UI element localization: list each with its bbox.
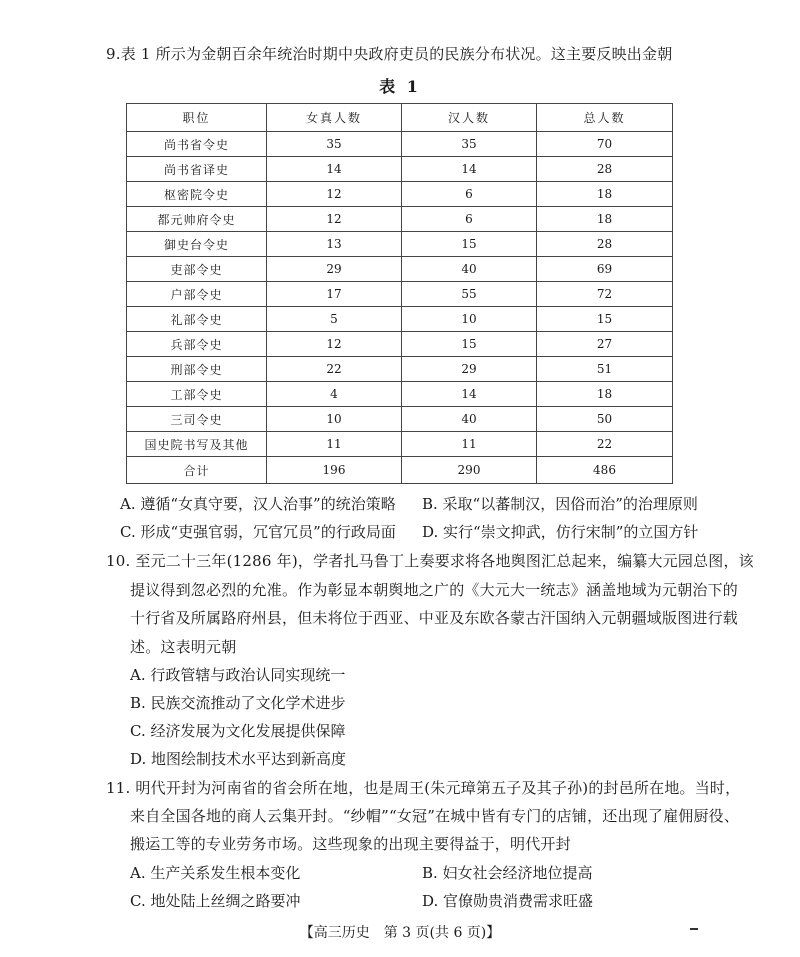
q9-option-a: A. 遵循“女真守要，汉人治事”的统治策略	[120, 495, 396, 513]
han-count: 6	[402, 182, 537, 207]
han-count: 10	[402, 307, 537, 332]
table-row	[127, 157, 673, 182]
han-count: 11	[402, 432, 537, 457]
table-row	[127, 357, 673, 382]
total-count: 70	[537, 132, 673, 157]
han-count: 6	[402, 207, 537, 232]
total-count: 50	[537, 407, 673, 432]
q11-line-1: 11. 明代开封为河南省的省会所在地，也是周王(朱元璋第五子及其子孙)的封邑所在地。当时，	[106, 779, 741, 797]
total-count: 22	[537, 432, 673, 457]
q10-line-3: 十行省及所属路府州县，但未将位于西亚、中亚及东欧各蒙古汗国纳入元朝疆域版图进行载	[130, 609, 739, 627]
table-row	[127, 332, 673, 357]
header-cell-han: 汉人数	[402, 104, 537, 132]
total-count: 28	[537, 157, 673, 182]
q9-option-c: C. 形成“吏强官弱，冗官冗员”的行政局面	[120, 523, 396, 541]
total-all: 486	[537, 457, 673, 484]
position-cell: 兵部令史	[127, 332, 267, 357]
table-row	[127, 282, 673, 307]
han-count: 15	[402, 332, 537, 357]
q10-option-d: D. 地图绘制技术水平达到新高度	[130, 750, 347, 768]
han-count: 40	[402, 407, 537, 432]
table-total-row	[127, 457, 673, 484]
header-cell-position: 职位	[127, 104, 267, 132]
han-count: 29	[402, 357, 537, 382]
jurchen-count: 22	[267, 357, 402, 382]
han-count: 35	[402, 132, 537, 157]
table-row	[127, 232, 673, 257]
position-cell: 国史院书写及其他	[127, 432, 267, 457]
table-row	[127, 407, 673, 432]
jurchen-count: 5	[267, 307, 402, 332]
header-cell-total: 总人数	[537, 104, 673, 132]
q10-line-4: 述。这表明元朝	[130, 638, 237, 656]
q10-line-2: 提议得到忽必烈的允准。作为彰显本朝舆地之广的《大元大一统志》涵盖地域为元朝治下的	[130, 581, 739, 599]
total-han: 290	[402, 457, 537, 484]
position-cell: 礼部令史	[127, 307, 267, 332]
header-cell-jurchen: 女真人数	[267, 104, 402, 132]
jurchen-count: 14	[267, 157, 402, 182]
total-count: 18	[537, 182, 673, 207]
page-mark	[690, 928, 698, 930]
q11-option-b: B. 妇女社会经济地位提高	[422, 864, 593, 882]
position-cell: 枢密院令史	[127, 182, 267, 207]
jurchen-count: 29	[267, 257, 402, 282]
position-cell: 尚书省译史	[127, 157, 267, 182]
han-count: 55	[402, 282, 537, 307]
jurchen-count: 11	[267, 432, 402, 457]
table-row	[127, 382, 673, 407]
jurchen-count: 12	[267, 207, 402, 232]
total-count: 15	[537, 307, 673, 332]
total-label: 合计	[127, 457, 267, 484]
position-cell: 工部令史	[127, 382, 267, 407]
position-cell: 御史台令史	[127, 232, 267, 257]
jurchen-count: 35	[267, 132, 402, 157]
position-cell: 都元帅府令史	[127, 207, 267, 232]
position-cell: 三司令史	[127, 407, 267, 432]
han-count: 15	[402, 232, 537, 257]
position-cell: 户部令史	[127, 282, 267, 307]
jurchen-count: 12	[267, 182, 402, 207]
total-jurchen: 196	[267, 457, 402, 484]
total-count: 28	[537, 232, 673, 257]
total-count: 72	[537, 282, 673, 307]
total-count: 69	[537, 257, 673, 282]
jurchen-count: 4	[267, 382, 402, 407]
han-count: 40	[402, 257, 537, 282]
q11-line-3: 搬运工等的专业劳务市场。这些现象的出现主要得益于，明代开封	[130, 835, 571, 853]
jurchen-count: 12	[267, 332, 402, 357]
q9-option-b: B. 采取“以蕃制汉，因俗而治”的治理原则	[422, 495, 698, 513]
position-cell: 尚书省令史	[127, 132, 267, 157]
han-count: 14	[402, 157, 537, 182]
position-cell: 吏部令史	[127, 257, 267, 282]
q9-option-d: D. 实行“崇文抑武，仿行宋制”的立国方针	[422, 523, 699, 541]
q9-stem: 9.表 1 所示为金朝百余年统治时期中央政府吏员的民族分布状况。这主要反映出金朝	[106, 45, 673, 63]
table-row	[127, 307, 673, 332]
page-footer: 【高三历史 第 3 页(共 6 页)】	[299, 925, 501, 941]
table-row	[127, 432, 673, 457]
table-row	[127, 182, 673, 207]
table-row	[127, 257, 673, 282]
total-count: 27	[537, 332, 673, 357]
table-row	[127, 207, 673, 232]
staff-ethnicity-table	[126, 103, 673, 484]
total-count: 18	[537, 382, 673, 407]
jurchen-count: 13	[267, 232, 402, 257]
q10-option-b: B. 民族交流推动了文化学术进步	[130, 694, 346, 712]
q11-option-a: A. 生产关系发生根本变化	[130, 864, 301, 882]
table-header-row	[127, 104, 673, 132]
table-caption: 表 1	[379, 77, 421, 96]
q11-option-c: C. 地处陆上丝绸之路要冲	[130, 892, 301, 910]
jurchen-count: 17	[267, 282, 402, 307]
q10-option-a: A. 行政管辖与政治认同实现统一	[130, 666, 346, 684]
total-count: 51	[537, 357, 673, 382]
q11-option-d: D. 官僚勋贵消费需求旺盛	[422, 892, 594, 910]
q10-line-1: 10. 至元二十三年(1286 年)，学者扎马鲁丁上奏要求将各地舆图汇总起来，编纂大元园总图，该	[106, 552, 754, 570]
q10-option-c: C. 经济发展为文化发展提供保障	[130, 722, 346, 740]
jurchen-count: 10	[267, 407, 402, 432]
han-count: 14	[402, 382, 537, 407]
table-row	[127, 132, 673, 157]
position-cell: 刑部令史	[127, 357, 267, 382]
total-count: 18	[537, 207, 673, 232]
q11-line-2: 来自全国各地的商人云集开封。“纱帽”“女冠”在城中皆有专门的店铺，还出现了雇佣厨役、	[130, 807, 740, 825]
